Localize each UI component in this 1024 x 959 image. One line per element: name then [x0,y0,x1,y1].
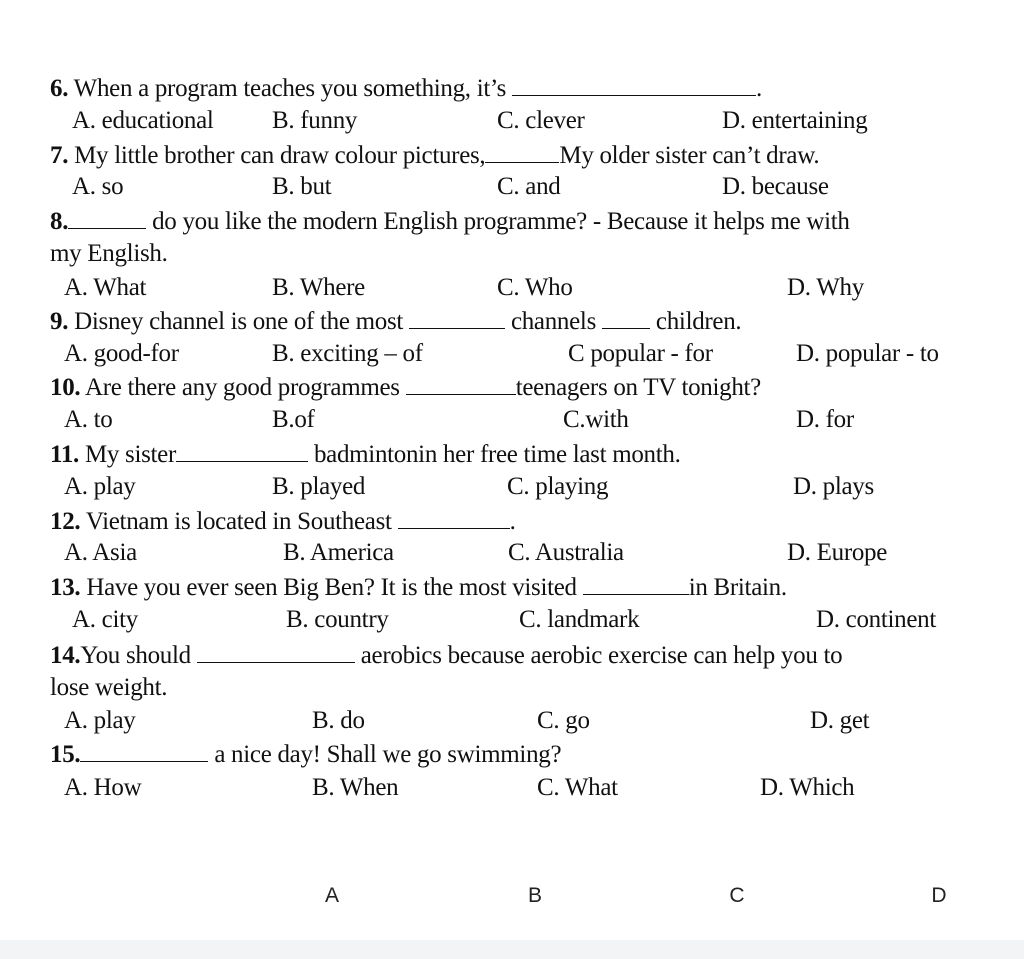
question-6 [50,73,762,104]
answer-choice-a[interactable]: A [324,884,339,907]
question-text: . [756,75,762,102]
answer-blank [409,306,505,329]
question-number: 7. [50,142,69,169]
option-a: A. play [64,473,136,500]
option-a: A. play [64,707,136,734]
option-d: D. for [796,406,854,433]
question-text: children. [655,308,742,335]
question-number: 9. [50,308,69,335]
question-number: 12. [50,508,81,535]
option-b: B. exciting – of [272,340,423,367]
option-a: A. to [64,406,113,433]
question-number: 15. [50,741,81,768]
question-text: in Britain. [688,574,787,601]
question-text: Vietnam is located in Southeast [85,508,398,535]
option-b: B. do [312,707,365,734]
option-b: B. country [286,606,389,633]
question-12 [50,506,516,537]
option-c: C.with [563,406,629,433]
question-number: 14. [50,642,81,669]
question-text: You should [80,642,191,669]
question-text: Disney channel is one of the most [74,308,409,335]
option-d: D. get [810,707,870,734]
answer-blank [406,372,516,395]
question-text: teenagers on TV tonight? [515,374,761,401]
option-d: D. entertaining [722,107,868,134]
option-c: C. landmark [519,606,640,633]
option-c: C. Who [497,274,573,301]
answer-blank [583,572,689,595]
question-number: 13. [50,574,81,601]
question-text: . [509,508,516,535]
option-d: D. plays [793,473,874,500]
question-text: My sister [84,441,176,468]
question-text: Are there any good programmes [84,374,406,401]
option-d: D. because [722,173,829,200]
question-number: 6. [50,75,69,102]
option-b: B. funny [272,107,358,134]
option-c: C popular - for [568,340,713,367]
option-c: C. Australia [508,539,624,566]
option-a: A. good-for [64,340,179,367]
answer-blank [176,439,308,462]
question-number: 8. [50,208,69,235]
question-text: Have you ever seen Big Ben? It is the most visited [86,574,577,601]
option-a: A. city [72,606,138,633]
option-c: C. playing [507,473,609,500]
question-text: My older sister can’t draw. [559,142,820,169]
option-b: B.of [272,406,315,433]
question-8-continued: my English. [50,240,168,267]
option-c: C. go [537,707,590,734]
question-15 [50,739,561,770]
answer-blank [602,306,650,329]
answer-blank [80,739,208,762]
question-13 [50,572,787,603]
question-number: 11. [50,441,79,468]
option-d: D. Why [787,274,864,301]
question-text: aerobics because aerobic exercise can help you to [360,642,843,669]
option-a: A. What [64,274,147,301]
option-d: D. Europe [787,539,888,566]
question-14-continued: lose weight. [50,674,168,701]
option-a: A. How [64,774,142,801]
question-14 [50,640,842,671]
option-a: A. Asia [64,539,137,566]
answer-choice-b[interactable]: B [527,884,542,907]
question-10 [50,372,761,403]
answer-choice-c[interactable]: C [729,884,745,907]
question-11 [50,439,681,470]
answer-blank [197,640,355,663]
option-d: D. popular - to [796,340,939,367]
option-c: C. What [537,774,618,801]
question-text: When a program teaches you something, it’s [73,75,513,102]
answer-choice-d[interactable]: D [931,884,947,907]
question-number: 10. [50,374,81,401]
question-text: channels [510,308,597,335]
option-b: B. played [272,473,366,500]
question-text: do you like the modern English programme? - Because it helps me with [152,208,850,235]
option-b: B. Where [272,274,365,301]
question-8 [50,206,850,237]
answer-blank [68,206,146,229]
answer-blank [512,73,756,96]
option-b: B. but [272,173,332,200]
footer-strip [0,940,1024,959]
option-b: B. America [283,539,394,566]
answer-blank [485,140,559,163]
question-text: My little brother can draw colour pictures, [74,142,486,169]
question-9 [50,306,741,337]
option-b: B. When [312,774,399,801]
option-a: A. so [72,173,124,200]
option-d: D. Which [760,774,855,801]
option-a: A. educational [72,107,214,134]
question-text: badmintonin her free time last month. [313,441,681,468]
option-d: D. continent [816,606,936,633]
option-c: C. and [497,173,561,200]
question-7 [50,140,819,171]
answer-blank [398,506,510,529]
option-c: C. clever [497,107,585,134]
question-text: a nice day! Shall we go swimming? [214,741,562,768]
